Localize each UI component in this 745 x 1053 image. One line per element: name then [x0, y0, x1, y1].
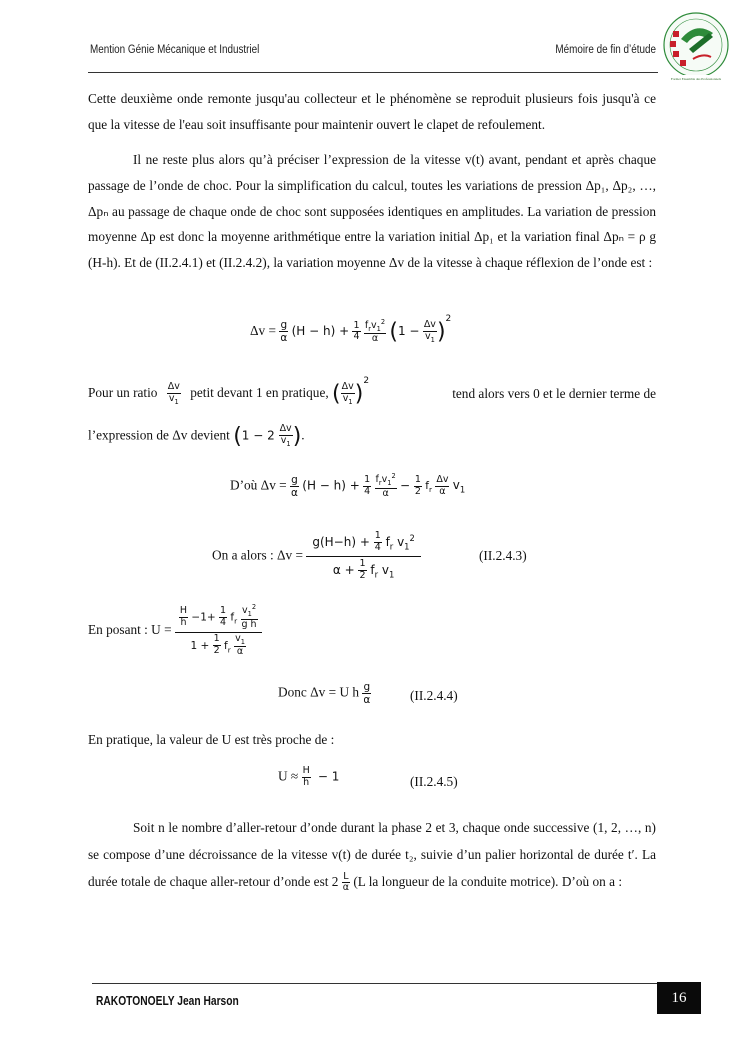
paragraph-3-text-a: Soit n le nombre d’aller-retour d’onde durant la phase 2 et 3, chaque onde successive (1, 2, …, n) se compose d’une décroissance de la vitesse v(t) de durée t₂, suivie d’un palier horizontal de durée t′. La durée totale de chaque aller-retour d’onde est 2	[88, 820, 656, 889]
dou-v1: $v_1$	[452, 478, 466, 495]
footer-rule	[92, 983, 658, 984]
ratio-exponent: 2	[363, 376, 370, 386]
frac-devient-dv-v1: $\frac{\Delta v}{v_1}$	[279, 423, 292, 449]
frac-dou-half: $\frac{1}{2}$	[414, 473, 421, 497]
paragraph-3-text-b: (L la longueur de la conduite motrice). D’où on a :	[353, 874, 623, 889]
equation-label-2-4-3: (II.2.4.3)	[479, 548, 527, 563]
logo-motto: Former Ensemble des Professionnels	[670, 77, 722, 81]
devient-text: l’expression de Δv devient	[88, 427, 230, 443]
equation-u-approx	[278, 766, 339, 789]
equation-dou	[230, 473, 465, 500]
dou-fr: $f_r$	[425, 480, 433, 495]
frac-main-delta-v: g(H−h) + $\frac{1}{4}$ $f_r$ $v_1^2$ α + $\frac{1}{2}$ $f_r$ $v_1$	[306, 529, 421, 584]
equation-label-2-4-5: (II.2.4.5)	[410, 774, 458, 789]
frac-dou-fr-v1sq: $\frac{f_rv_1^2}{\alpha}$	[375, 472, 396, 499]
header-title-left: Mention Génie Mécanique et Industriel	[90, 44, 260, 56]
frac-dou-quarter: $\frac{1}{4}$	[364, 473, 371, 497]
frac-ratio-sq: $\frac{\Delta v}{v_1}$	[341, 380, 354, 406]
paragraph-1: Cette deuxième onde remonte jusqu'au collecteur et le phénomène se reproduit plusieurs fois jusqu'à ce que la vitesse de l'eau soit insuffisante pour maintenir ouvert le clapet de refoulement.	[88, 91, 656, 132]
frac-l-alpha: $\frac{L}{\alpha}$	[342, 870, 350, 894]
dou-term-h: (H − h) +	[302, 478, 360, 493]
frac-dou-g-alpha: $\frac{g}{\alpha}$	[291, 473, 298, 499]
header-title-right: Mémoire de fin d’étude	[555, 44, 656, 56]
paragraph-2: Il ne reste plus alors qu’à préciser l’expression de la vitesse v(t) avant, pendant et après chaque passage de l’onde de choc. Pour la simplification du calcul, toutes les variations de pression Δp₁, Δp₂, …, Δpₙ au passage de chaque onde de choc sont supposées identiques en amplitudes. La variation de pression moyenne Δp est donc la moyenne arithmétique entre la variation initial Δp₁ et la variation final Δpₙ = ρ g (H-h). Et de (II.2.4.1) et (II.2.4.2), la variation moyenne Δv de la vitesse à chaque réflexion de l’onde est :	[88, 152, 656, 271]
onaalors-lhs: On a alors : Δv =	[212, 547, 304, 563]
devient-one-minus-two: 1 − 2	[241, 428, 279, 443]
devient-paren-open: (	[233, 424, 242, 449]
frac-one-quarter: $\frac{1}{4}$	[353, 319, 360, 343]
eq1-one-minus: 1 −	[397, 324, 420, 338]
frac-u-definition: $\frac{H}{h}$ −1+ $\frac{1}{4}$ $f_r$ $\frac{v_1^2}{\text{g h}}$ 1 + $\frac{1}{2}$ $f_r$ $\frac{v_1}{\alpha}$	[175, 603, 262, 659]
institution-logo	[659, 9, 733, 83]
frac-fr-v1sq-alpha: $\frac{f_rv_1^2}{\alpha}$	[364, 317, 386, 345]
frac-h-over-h: $\frac{H}{h}$	[302, 765, 310, 788]
ratio-text-1: Pour un ratio	[88, 385, 158, 400]
frac-dou-dv-alpha: $\frac{\Delta v}{\alpha}$	[436, 473, 449, 497]
eq1-paren-close: )	[436, 319, 446, 345]
en-pratique-sentence: En pratique, la valeur de U est très proche de :	[88, 732, 335, 747]
equation-on-a-alors	[212, 529, 421, 584]
devient-paren-close: )	[292, 424, 302, 449]
ratio-paren-close: )	[354, 381, 364, 407]
u-minus-one: − 1	[314, 769, 340, 784]
dou-lhs: D’où Δv =	[230, 477, 287, 493]
header-rule	[88, 72, 658, 73]
ratio-sentence	[88, 376, 656, 406]
page-number: 16	[657, 982, 701, 1014]
dou-minus: −	[400, 478, 414, 493]
ratio-text-2: petit devant 1 en pratique,	[190, 385, 329, 400]
u-approx-lhs: U ≈	[278, 768, 299, 784]
paragraph-3	[88, 814, 656, 895]
equation-en-posant	[88, 603, 262, 659]
enposant-lhs: En posant : U =	[88, 622, 172, 638]
equation-delta-v	[250, 314, 451, 345]
donc-lhs: Donc Δv = U h	[278, 684, 360, 700]
eq1-exponent: 2	[445, 314, 452, 324]
frac-dv-v1: $\frac{\Delta v}{v_1}$	[423, 318, 436, 344]
devient-sentence	[88, 424, 305, 449]
equation-donc	[278, 681, 371, 706]
equation-label-2-4-4: (II.2.4.4)	[410, 688, 458, 703]
frac-ratio-dv-v1: $\frac{\Delta v}{v_1}$	[167, 380, 180, 406]
footer-author: RAKOTONOELY Jean Harson	[96, 994, 239, 1008]
frac-g-alpha: $\frac{g}{\alpha}$	[280, 319, 288, 345]
frac-donc-g-alpha: $\frac{g}{\alpha}$	[363, 681, 371, 707]
eq1-term-h: (H − h) +	[291, 324, 350, 338]
ratio-text-3: tend alors vers 0 et le dernier terme de	[452, 386, 656, 401]
devient-period: .	[301, 427, 305, 443]
eq1-lhs: Δv =	[250, 323, 277, 338]
ratio-paren-open: (	[332, 381, 341, 407]
eq1-paren-open: (	[389, 319, 398, 345]
